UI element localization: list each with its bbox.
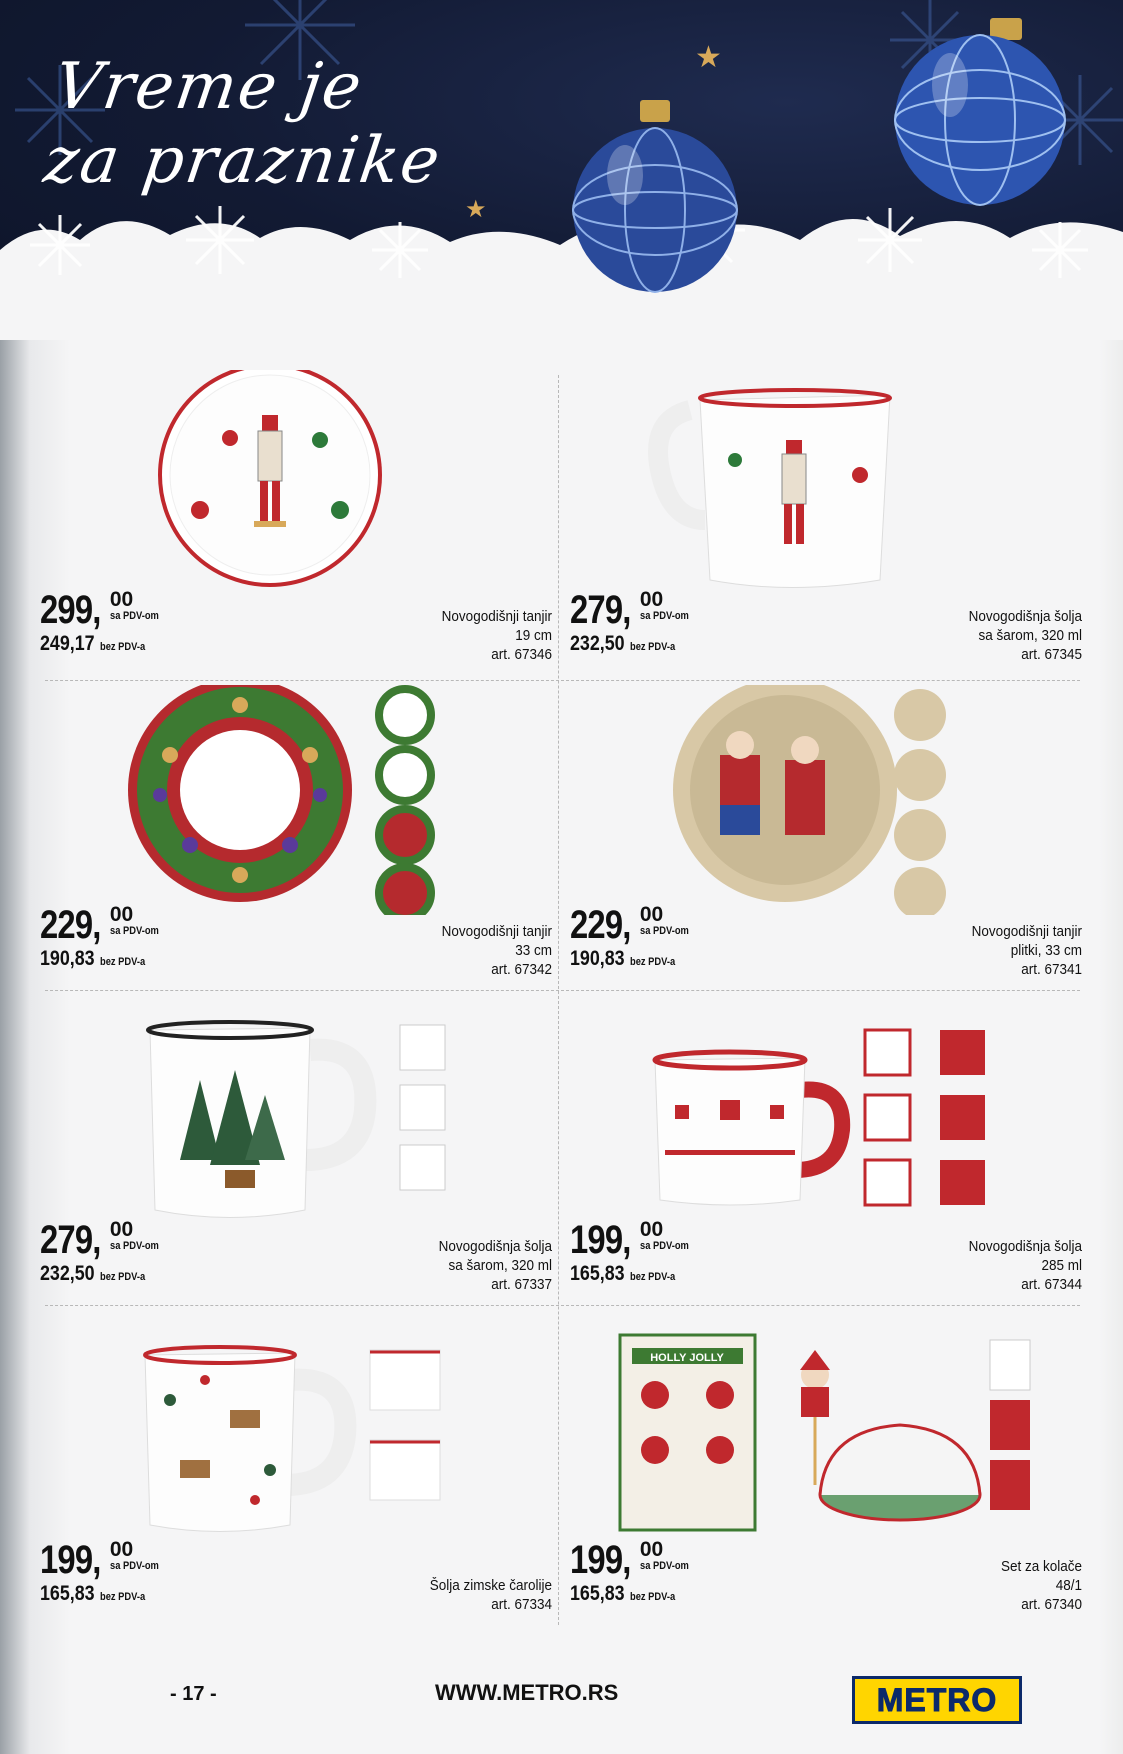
product-name: Novogodišnji tanjir xyxy=(441,608,552,625)
grid-divider-horizontal xyxy=(45,680,1080,681)
price-integer: 229, xyxy=(40,903,101,947)
forest-mug-image xyxy=(40,1000,560,1230)
vat-label: sa PDV-om xyxy=(639,1240,689,1252)
header-banner xyxy=(0,0,1123,340)
product-article: art. 67340 xyxy=(1021,1596,1082,1613)
vat-label: sa PDV-om xyxy=(639,1560,689,1572)
price-block xyxy=(40,590,240,670)
product-card[interactable] xyxy=(40,370,560,670)
price-integer: 199, xyxy=(570,1538,631,1582)
product-card[interactable] xyxy=(40,1000,560,1300)
product-description xyxy=(272,607,552,664)
product-card[interactable] xyxy=(570,1320,1090,1620)
product-name: Novogodišnja šolja xyxy=(968,608,1082,625)
vat-label: sa PDV-om xyxy=(109,1560,159,1572)
product-article: art. 67346 xyxy=(491,646,552,663)
winter-mug-image xyxy=(40,1320,560,1550)
net-price: 232,50 xyxy=(570,632,625,655)
net-label: bez PDV-a xyxy=(100,1271,146,1283)
price-integer: 279, xyxy=(570,588,631,632)
price-block xyxy=(570,590,770,670)
product-name: Set za kolače xyxy=(1000,1558,1082,1575)
vat-label: sa PDV-om xyxy=(639,925,689,937)
price-integer: 229, xyxy=(570,903,631,947)
logo-text: METRO xyxy=(876,1681,998,1718)
product-detail: sa šarom, 320 ml xyxy=(978,627,1082,644)
price-integer: 299, xyxy=(40,588,101,632)
product-article: art. 67342 xyxy=(491,961,552,978)
product-detail: 33 cm xyxy=(515,942,552,959)
product-name: Šolja zimske čarolije xyxy=(429,1577,552,1594)
product-description xyxy=(272,1576,552,1614)
page-number: - 17 - xyxy=(170,1683,217,1705)
product-detail: 19 cm xyxy=(515,627,552,644)
nutcracker-plate-image xyxy=(40,370,560,600)
product-detail: 285 ml xyxy=(1041,1257,1082,1274)
net-label: bez PDV-a xyxy=(630,956,676,968)
product-article: art. 67337 xyxy=(491,1276,552,1293)
product-name: Novogodišnja šolja xyxy=(968,1238,1082,1255)
product-name: Novogodišnja šolja xyxy=(438,1238,552,1255)
product-article: art. 67345 xyxy=(1021,646,1082,663)
price-integer: 279, xyxy=(40,1218,101,1262)
price-block xyxy=(40,905,240,985)
product-card[interactable] xyxy=(40,685,560,985)
page-title xyxy=(40,50,457,198)
nutcracker-mug-image xyxy=(570,370,1090,600)
product-name: Novogodišnji tanjir xyxy=(441,923,552,940)
product-description xyxy=(802,1237,1082,1294)
price-block xyxy=(40,1220,240,1300)
title-line-2: za praznike xyxy=(39,124,447,198)
baking-set-image xyxy=(570,1320,1090,1550)
product-article: art. 67341 xyxy=(1021,961,1082,978)
product-card[interactable] xyxy=(570,685,1090,985)
price-decimal: 00 xyxy=(109,903,134,926)
price-block xyxy=(570,905,770,985)
website-link[interactable]: WWW.METRO.RS xyxy=(435,1680,619,1705)
price-decimal: 00 xyxy=(639,1538,664,1561)
title-line-1: Vreme je xyxy=(50,50,368,124)
net-label: bez PDV-a xyxy=(100,956,146,968)
ornament-ball-icon xyxy=(880,10,1070,210)
box-label: HOLLY JOLLY xyxy=(650,1352,724,1364)
product-description xyxy=(272,922,552,979)
product-detail: sa šarom, 320 ml xyxy=(448,1257,552,1274)
product-description xyxy=(802,607,1082,664)
price-block xyxy=(570,1220,770,1300)
net-label: bez PDV-a xyxy=(630,641,676,653)
product-description xyxy=(272,1237,552,1294)
star-icon: ★ xyxy=(695,41,722,74)
grid-divider-horizontal xyxy=(45,1305,1080,1306)
price-decimal: 00 xyxy=(109,1218,134,1241)
product-description xyxy=(802,1557,1082,1614)
net-label: bez PDV-a xyxy=(100,641,146,653)
price-integer: 199, xyxy=(570,1218,631,1262)
product-card[interactable] xyxy=(40,1320,560,1620)
price-decimal: 00 xyxy=(639,588,664,611)
vat-label: sa PDV-om xyxy=(109,925,159,937)
net-label: bez PDV-a xyxy=(100,1591,146,1603)
net-price: 165,83 xyxy=(570,1582,625,1605)
vintage-plate-image xyxy=(570,685,1090,915)
net-price: 190,83 xyxy=(570,947,625,970)
price-decimal: 00 xyxy=(109,588,134,611)
net-label: bez PDV-a xyxy=(630,1591,676,1603)
red-pattern-mug-image xyxy=(570,1000,1090,1230)
product-article: art. 67334 xyxy=(491,1596,552,1613)
price-block xyxy=(40,1540,240,1620)
vat-label: sa PDV-om xyxy=(639,610,689,622)
metro-logo xyxy=(852,1676,1022,1724)
net-price: 190,83 xyxy=(40,947,95,970)
product-description xyxy=(802,922,1082,979)
product-card[interactable] xyxy=(570,370,1090,670)
net-price: 232,50 xyxy=(40,1262,95,1285)
price-integer: 199, xyxy=(40,1538,101,1582)
net-price: 165,83 xyxy=(570,1262,625,1285)
price-block xyxy=(570,1540,770,1620)
product-detail: plitki, 33 cm xyxy=(1010,942,1082,959)
product-article: art. 67344 xyxy=(1021,1276,1082,1293)
product-card[interactable] xyxy=(570,1000,1090,1300)
star-icon: ★ xyxy=(465,196,487,223)
price-decimal: 00 xyxy=(639,903,664,926)
price-decimal: 00 xyxy=(639,1218,664,1241)
price-decimal: 00 xyxy=(109,1538,134,1561)
ornament-ball-icon xyxy=(565,95,745,295)
wreath-plate-image xyxy=(40,685,560,915)
net-label: bez PDV-a xyxy=(630,1271,676,1283)
product-detail: 48/1 xyxy=(1055,1577,1082,1594)
product-name: Novogodišnji tanjir xyxy=(971,923,1082,940)
vat-label: sa PDV-om xyxy=(109,610,159,622)
net-price: 165,83 xyxy=(40,1582,95,1605)
net-price: 249,17 xyxy=(40,632,95,655)
grid-divider-horizontal xyxy=(45,990,1080,991)
vat-label: sa PDV-om xyxy=(109,1240,159,1252)
